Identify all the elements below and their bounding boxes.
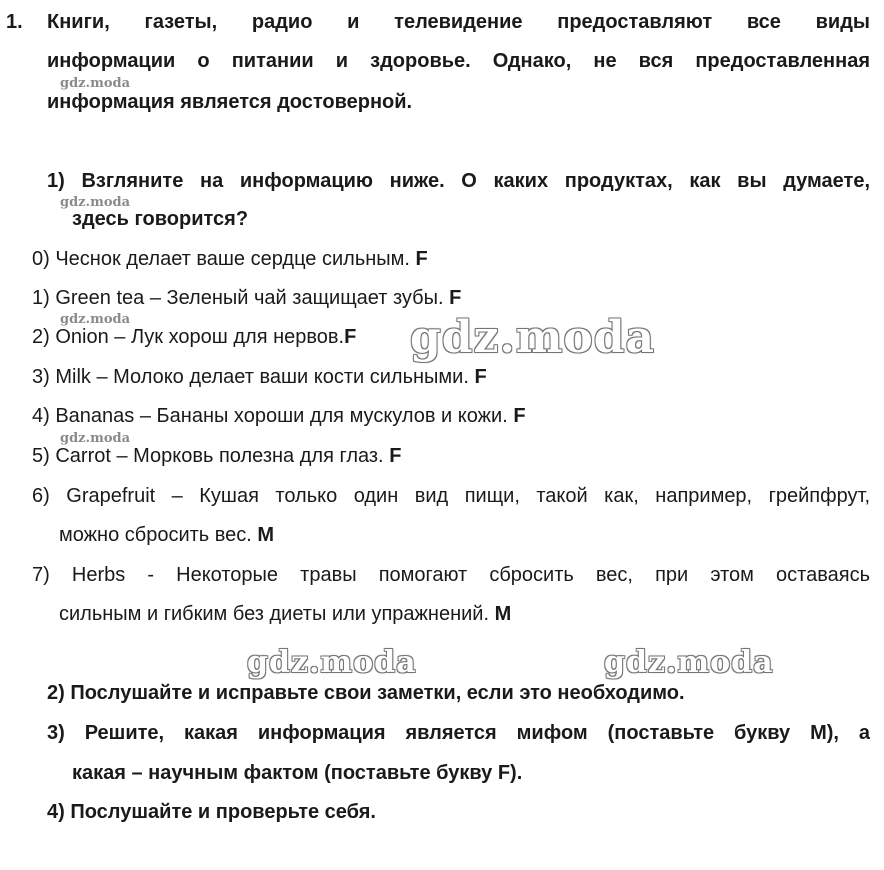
list-item xyxy=(32,364,487,390)
item-answer: F xyxy=(415,248,428,270)
item-answer: F xyxy=(344,326,357,348)
item-6-line-1: 6) Grapefruit – Кушая только один вид пищи, такой как, например, грейпфрут, xyxy=(32,485,870,507)
intro-line-3: информация является достоверной. xyxy=(47,91,413,113)
list-item xyxy=(32,285,461,311)
watermark-small: gdz.moda xyxy=(60,312,131,327)
watermark-small: gdz.moda xyxy=(60,76,131,91)
item-text: 3) Milk – Молоко делает ваши кости сильными. xyxy=(32,366,469,388)
list-item xyxy=(32,443,401,469)
item-answer: F xyxy=(449,287,462,309)
item-text: 4) Bananas – Бананы хороши для мускулов и кожи. xyxy=(32,405,508,427)
sub3-line-1: 3) Решите, какая информация является мифом (поставьте букву М), а xyxy=(47,722,870,744)
item-text: сильным и гибким без диеты или упражнений. xyxy=(59,603,490,625)
task-number: 1. xyxy=(6,11,23,33)
sub4-text: 4) Послушайте и проверьте себя. xyxy=(47,801,376,823)
watermark-small: gdz.moda xyxy=(60,431,131,446)
list-item xyxy=(59,522,274,548)
sub1-line-1: 1) Взгляните на информацию ниже. О каких продуктах, как вы думаете, xyxy=(47,170,870,192)
item-text: 1) Green tea – Зеленый чай защищает зубы. xyxy=(32,287,444,309)
item-answer: F xyxy=(474,366,487,388)
intro-line-1: Книги, газеты, радио и телевидение предоставляют все виды xyxy=(47,11,870,33)
item-answer: F xyxy=(389,445,402,467)
item-answer: M xyxy=(494,603,512,625)
watermark-large: gdz.moda xyxy=(604,645,774,680)
watermark-small: gdz.moda xyxy=(60,195,131,210)
item-text: можно сбросить вес. xyxy=(59,524,252,546)
item-answer: F xyxy=(513,405,526,427)
item-text: 2) Onion – Лук хорош для нервов. xyxy=(32,326,345,348)
sub1-line-2: здесь говорится? xyxy=(72,208,249,230)
sub2-text: 2) Послушайте и исправьте свои заметки, если это необходимо. xyxy=(47,682,685,704)
watermark-large: gdz.moda xyxy=(247,645,417,680)
item-answer: M xyxy=(257,524,275,546)
list-item xyxy=(32,403,526,429)
sub3-line-2: какая – научным фактом (поставьте букву F). xyxy=(72,762,523,784)
item-7-line-1: 7) Herbs - Некоторые травы помогают сбросить вес, при этом оставаясь xyxy=(32,564,870,586)
list-item xyxy=(32,246,428,272)
list-item xyxy=(32,324,356,350)
item-text: 0) Чеснок делает ваше сердце сильным. xyxy=(32,248,410,270)
watermark-large: gdz.moda xyxy=(410,312,656,363)
item-text: 5) Carrot – Морковь полезна для глаз. xyxy=(32,445,384,467)
list-item xyxy=(59,601,511,627)
intro-line-2: информации о питании и здоровье. Однако, не вся предоставленная xyxy=(47,50,870,72)
